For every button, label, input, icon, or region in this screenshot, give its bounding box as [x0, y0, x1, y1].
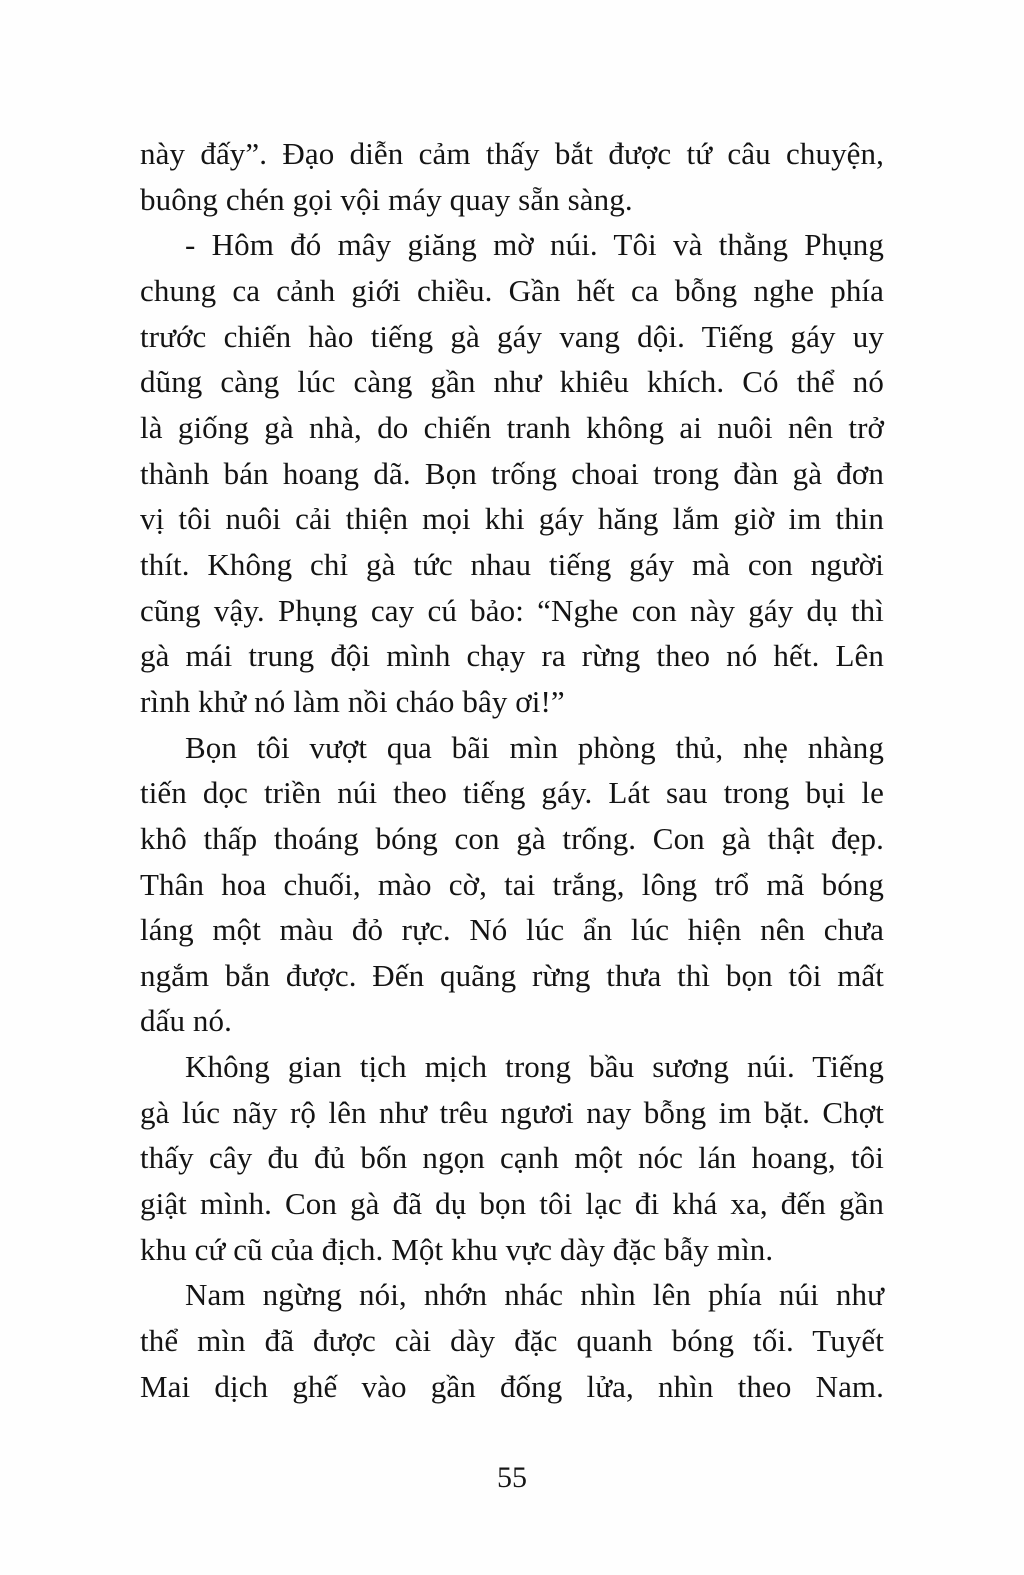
text-line: buông chén gọi vội máy quay sẵn sàng. [140, 181, 633, 217]
text-line: dấu nó. [140, 1003, 232, 1039]
paragraph [140, 1272, 884, 1409]
text-line: láng một màu đỏ rực. Nó lúc ẩn lúc hiện nên chưa [140, 912, 884, 948]
text-line: Không gian tịch mịch trong bầu sương núi. Tiếng [185, 1049, 884, 1085]
page-text [140, 131, 884, 1409]
text-line: thít. Không chỉ gà tức nhau tiếng gáy mà con người [140, 546, 884, 582]
text-line: Nam ngừng nói, nhớn nhác nhìn lên phía núi như [185, 1277, 884, 1313]
paragraph [140, 131, 884, 222]
text-line: khu cứ cũ của địch. Một khu vực dày đặc bẫy mìn. [140, 1231, 774, 1267]
text-line: Thân hoa chuối, mào cờ, tai trắng, lông trổ mã bóng [140, 866, 884, 902]
text-line: thấy cây đu đủ bốn ngọn cạnh một nóc lán hoang, tôi [140, 1140, 884, 1176]
text-line: gà mái trung đội mình chạy ra rừng theo nó hết. Lên [140, 638, 884, 674]
text-line: giật mình. Con gà đã dụ bọn tôi lạc đi khá xa, đến gần [140, 1186, 884, 1222]
text-line: này đấy”. Đạo diễn cảm thấy bắt được tứ câu chuyện, [140, 136, 884, 171]
text-line: vị tôi nuôi cải thiện mọi khi gáy hăng lắm giờ im thin [140, 501, 884, 537]
text-line: Mai dịch ghế vào gần đống lửa, nhìn theo Nam. [140, 1368, 884, 1404]
text-line: - Hôm đó mây giăng mờ núi. Tôi và thằng Phụng [185, 227, 884, 263]
text-line: ngắm bắn được. Đến quãng rừng thưa thì bọn tôi mất [140, 957, 884, 993]
text-line: dũng càng lúc càng gần như khiêu khích. Có thể nó [140, 364, 884, 400]
paragraph [140, 725, 884, 1045]
paragraph [140, 1044, 884, 1272]
text-line: thể mìn đã được cài dày đặc quanh bóng tối. Tuyết [140, 1323, 884, 1359]
text-line: rình khử nó làm nồi cháo bây ơi!” [140, 683, 565, 719]
text-line: chung ca cảnh giới chiều. Gần hết ca bỗng nghe phía [140, 272, 884, 308]
text-line: Bọn tôi vượt qua bãi mìn phòng thủ, nhẹ nhàng [185, 729, 884, 765]
text-line: thành bán hoang dã. Bọn trống choai trong đàn gà đơn [140, 455, 884, 491]
text-line: là giống gà nhà, do chiến tranh không ai nuôi nên trở [140, 409, 884, 445]
text-line: tiến dọc triền núi theo tiếng gáy. Lát sau trong bụi le [140, 775, 884, 811]
text-line: trước chiến hào tiếng gà gáy vang dội. Tiếng gáy uy [140, 318, 884, 354]
text-line: khô thấp thoáng bóng con gà trống. Con gà thật đẹp. [140, 820, 884, 856]
paragraph [140, 222, 884, 724]
text-line: gà lúc nãy rộ lên như trêu ngươi nay bỗng im bặt. Chợt [140, 1094, 884, 1130]
page-number: 55 [497, 1461, 527, 1494]
text-line: cũng vậy. Phụng cay cú bảo: “Nghe con này gáy dụ thì [140, 592, 884, 628]
